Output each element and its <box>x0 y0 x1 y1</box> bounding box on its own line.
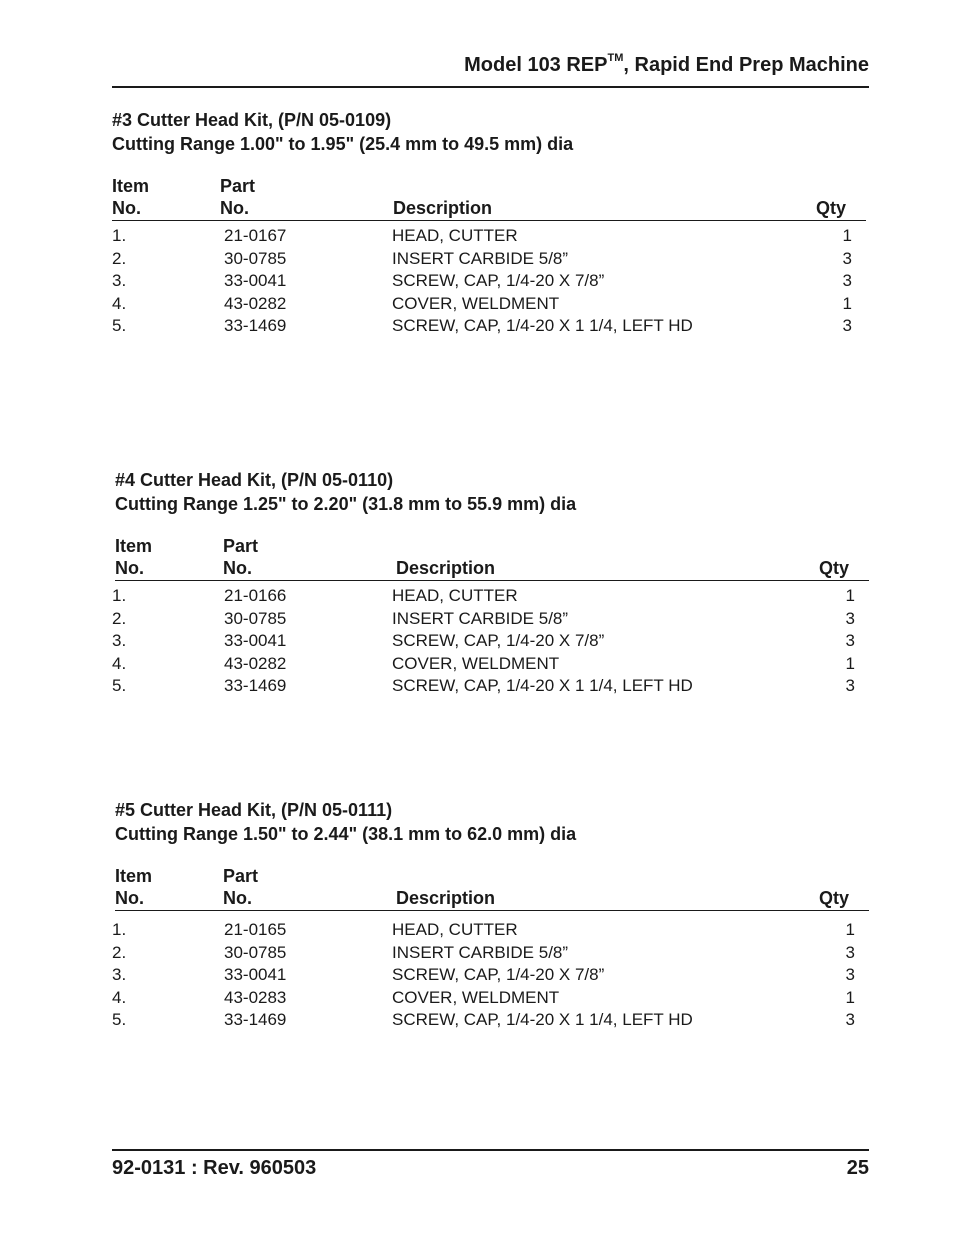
description: SCREW, CAP, 1/4-20 X 7/8” <box>392 631 605 650</box>
item-no: 1. <box>112 586 127 605</box>
col-part-label-bottom: No. <box>223 888 252 908</box>
col-item-label-top: Item <box>115 536 153 556</box>
kit-section-3 <box>112 108 866 338</box>
kit-name: #4 Cutter Head Kit, (P/N 05-0110) <box>115 470 394 490</box>
table-row <box>112 293 866 316</box>
col-qty-label: Qty <box>815 198 846 218</box>
table-row <box>112 315 866 338</box>
table-row <box>112 225 866 248</box>
col-item-label-top: Item <box>115 866 153 886</box>
kit-cutting-range: Cutting Range 1.50" to 2.44" (38.1 mm to 62.0 mm) dia <box>115 824 577 844</box>
qty: 1 <box>842 293 852 313</box>
qty: 1 <box>845 653 855 673</box>
col-part-label-top: Part <box>220 176 256 196</box>
qty: 3 <box>845 965 855 984</box>
item-no: 2. <box>112 942 127 962</box>
page-number: 25 <box>846 1157 869 1179</box>
description: COVER, WELDMENT <box>392 987 560 1007</box>
item-no: 5. <box>112 676 127 695</box>
part-no: 30-0785 <box>224 608 287 628</box>
document-revision: 92-0131 : Rev. 960503 <box>112 1157 317 1179</box>
part-no: 43-0282 <box>224 293 287 313</box>
table-row <box>112 964 869 987</box>
table-row <box>112 270 866 293</box>
description: SCREW, CAP, 1/4-20 X 7/8” <box>392 965 605 984</box>
parts-table-body <box>112 919 869 1032</box>
title-model: Model 103 REP <box>464 54 608 76</box>
part-no: 43-0283 <box>224 987 287 1007</box>
qty: 3 <box>845 942 855 962</box>
item-no: 5. <box>112 316 127 335</box>
qty: 1 <box>845 920 855 939</box>
item-no: 3. <box>112 271 127 290</box>
qty: 1 <box>845 987 855 1007</box>
item-no: 2. <box>112 248 127 268</box>
qty: 3 <box>845 1010 855 1029</box>
table-row <box>112 608 869 631</box>
description: INSERT CARBIDE 5/8” <box>392 608 569 628</box>
qty: 3 <box>842 271 852 290</box>
col-item-label-bottom: No. <box>115 558 144 578</box>
part-no: 33-1469 <box>224 316 287 335</box>
description: INSERT CARBIDE 5/8” <box>392 942 569 962</box>
qty: 3 <box>845 608 855 628</box>
kit-section-5 <box>112 798 869 1032</box>
kit-name: #5 Cutter Head Kit, (P/N 05-0111) <box>115 800 393 820</box>
table-row <box>112 919 869 942</box>
item-no: 4. <box>112 653 127 673</box>
part-no: 30-0785 <box>224 942 287 962</box>
part-no: 33-0041 <box>224 965 287 984</box>
qty: 3 <box>842 316 852 335</box>
part-no: 43-0282 <box>224 653 287 673</box>
description: SCREW, CAP, 1/4-20 X 7/8” <box>392 271 605 290</box>
qty: 3 <box>845 631 855 650</box>
kit-cutting-range: Cutting Range 1.00" to 1.95" (25.4 mm to 49.5 mm) dia <box>112 134 574 154</box>
part-no: 21-0166 <box>224 586 287 605</box>
parts-table-header <box>115 536 869 581</box>
description: COVER, WELDMENT <box>392 293 560 313</box>
item-no: 4. <box>112 987 127 1007</box>
qty: 1 <box>845 586 855 605</box>
part-no: 21-0165 <box>224 920 287 939</box>
item-no: 1. <box>112 920 127 939</box>
description: SCREW, CAP, 1/4-20 X 1 1/4, LEFT HD <box>392 676 693 695</box>
page-title <box>464 54 869 77</box>
description: HEAD, CUTTER <box>392 586 518 605</box>
table-row <box>112 585 869 608</box>
table-row <box>112 942 869 965</box>
table-row <box>112 653 869 676</box>
parts-table-header <box>112 176 866 221</box>
kit-name: #3 Cutter Head Kit, (P/N 05-0109) <box>112 110 392 130</box>
description: SCREW, CAP, 1/4-20 X 1 1/4, LEFT HD <box>392 316 693 335</box>
kit-section-4 <box>112 468 869 698</box>
part-no: 30-0785 <box>224 248 287 268</box>
item-no: 1. <box>112 226 127 245</box>
table-row <box>112 987 869 1010</box>
part-no: 33-0041 <box>224 271 287 290</box>
col-part-label-top: Part <box>223 866 259 886</box>
item-no: 2. <box>112 608 127 628</box>
col-qty-label: Qty <box>818 558 849 578</box>
col-item-label-top: Item <box>112 176 150 196</box>
col-item-label-bottom: No. <box>115 888 144 908</box>
qty: 1 <box>842 226 852 245</box>
table-row <box>112 1009 869 1032</box>
table-row <box>112 248 866 271</box>
item-no: 3. <box>112 631 127 650</box>
page-footer <box>112 1149 869 1191</box>
description: HEAD, CUTTER <box>392 226 518 245</box>
title-rest: , Rapid End Prep Machine <box>623 54 869 76</box>
part-no: 33-1469 <box>224 1010 287 1029</box>
kit-cutting-range: Cutting Range 1.25" to 2.20" (31.8 mm to 55.9 mm) dia <box>115 494 577 514</box>
col-part-label-bottom: No. <box>220 198 249 218</box>
trademark-mark: TM <box>607 52 624 64</box>
col-qty-label: Qty <box>818 888 849 908</box>
parts-table-body <box>112 585 869 698</box>
description: SCREW, CAP, 1/4-20 X 1 1/4, LEFT HD <box>392 1010 693 1029</box>
part-no: 33-0041 <box>224 631 287 650</box>
col-description-label: Description <box>393 198 493 218</box>
description: INSERT CARBIDE 5/8” <box>392 248 569 268</box>
col-part-label-bottom: No. <box>223 558 252 578</box>
qty: 3 <box>845 676 855 695</box>
table-row <box>112 675 869 698</box>
qty: 3 <box>842 248 852 268</box>
col-description-label: Description <box>396 888 496 908</box>
table-row <box>112 630 869 653</box>
item-no: 5. <box>112 1010 127 1029</box>
item-no: 4. <box>112 293 127 313</box>
description: COVER, WELDMENT <box>392 653 560 673</box>
col-item-label-bottom: No. <box>112 198 141 218</box>
part-no: 21-0167 <box>224 226 287 245</box>
parts-table-body <box>112 225 866 338</box>
col-part-label-top: Part <box>223 536 259 556</box>
parts-table-header <box>115 866 869 911</box>
description: HEAD, CUTTER <box>392 920 518 939</box>
col-description-label: Description <box>396 558 496 578</box>
page-header <box>112 52 869 88</box>
part-no: 33-1469 <box>224 676 287 695</box>
item-no: 3. <box>112 965 127 984</box>
